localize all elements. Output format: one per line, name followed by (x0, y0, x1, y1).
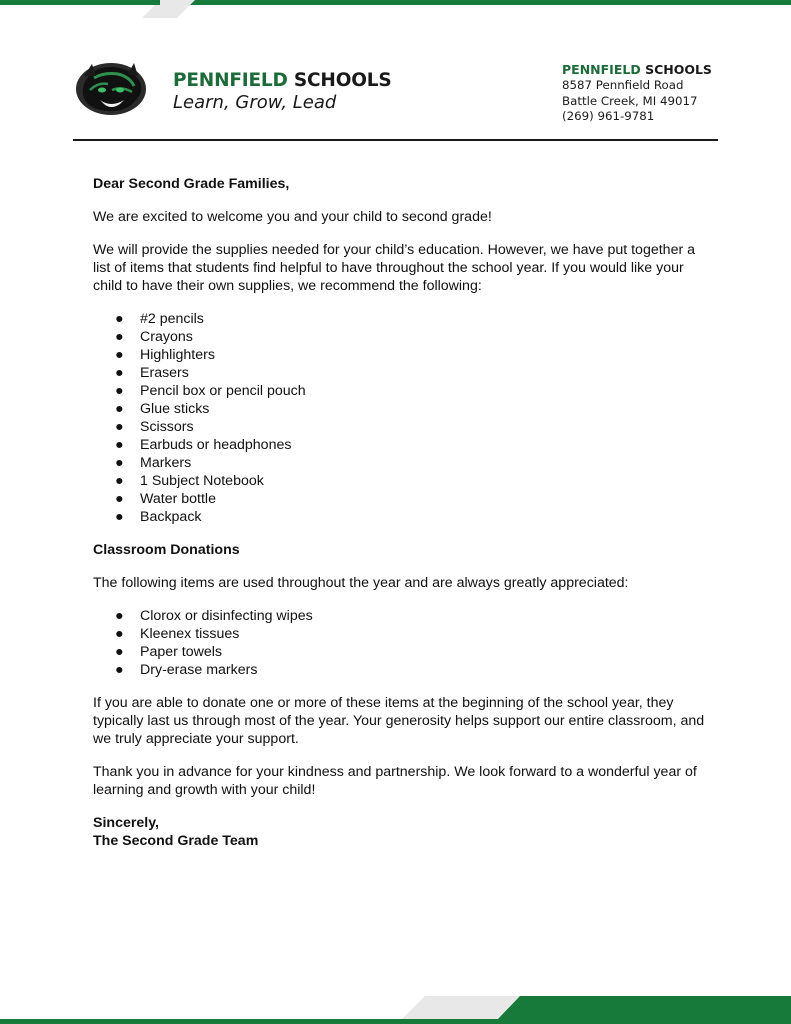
contact-block (562, 61, 712, 125)
list-item-label: 1 Subject Notebook (140, 473, 264, 489)
bullet: ● (115, 383, 124, 399)
donations-intro: The following items are used throughout the year and are always greatly appreciated: (93, 575, 629, 591)
list-item-label: Markers (140, 455, 192, 471)
bullet: ● (115, 347, 124, 363)
bullet: ● (115, 329, 124, 345)
list-item (93, 400, 713, 418)
donations-list (93, 607, 713, 679)
list-item-label: Glue sticks (140, 401, 210, 417)
bullet: ● (115, 608, 124, 624)
list-item-label: Crayons (140, 329, 193, 345)
list-item (93, 490, 713, 508)
address-line-2: Battle Creek, MI 49017 (562, 93, 698, 108)
bullet: ● (115, 437, 124, 453)
bullet: ● (115, 455, 124, 471)
list-item (93, 328, 713, 346)
signature: The Second Grade Team (93, 833, 259, 849)
list-item-label: Dry-erase markers (140, 662, 258, 678)
list-item (93, 472, 713, 490)
list-item-label: Kleenex tissues (140, 626, 240, 642)
bullet: ● (115, 401, 124, 417)
list-item-label: Backpack (140, 509, 202, 525)
list-item (93, 625, 713, 643)
list-item (93, 508, 713, 526)
school-name-green: PENNFIELD (173, 70, 288, 91)
list-item (93, 436, 713, 454)
school-brand (173, 70, 391, 114)
list-item-label: Pencil box or pencil pouch (140, 383, 306, 399)
list-item-label: Paper towels (140, 644, 223, 660)
list-item (93, 310, 713, 328)
list-item-label: Clorox or disinfecting wipes (140, 608, 313, 624)
list-item-label: Highlighters (140, 347, 215, 363)
bullet: ● (115, 626, 124, 642)
list-item (93, 418, 713, 436)
header-divider (73, 139, 718, 141)
list-item-label: Erasers (140, 365, 189, 381)
greeting: Dear Second Grade Families, (93, 176, 290, 192)
donations-heading: Classroom Donations (93, 542, 240, 558)
list-item-label: Earbuds or headphones (140, 437, 292, 453)
panther-logo-icon (74, 60, 148, 118)
bullet: ● (115, 644, 124, 660)
top-decorative-band (0, 0, 791, 18)
supplies-paragraph: We will provide the supplies needed for your child’s education. However, we have put together a list of items that students find helpful to have throughout the school year. If you would like your child to have their own supplies, we recommend the following: (93, 242, 696, 294)
bullet: ● (115, 473, 124, 489)
contact-name-green: PENNFIELD (562, 62, 641, 77)
intro-paragraph: We are excited to welcome you and your child to second grade! (93, 209, 492, 225)
list-item-label: Water bottle (140, 491, 216, 507)
contact-name-dark: SCHOOLS (645, 62, 712, 77)
school-tagline: Learn, Grow, Lead (173, 92, 337, 113)
address-line-1: 8587 Pennfield Road (562, 78, 684, 92)
bullet: ● (115, 311, 124, 327)
supplies-list (93, 310, 713, 526)
closing: Sincerely, (93, 815, 159, 831)
list-item (93, 346, 713, 364)
bullet: ● (115, 491, 124, 507)
list-item (93, 607, 713, 625)
list-item (93, 661, 713, 679)
list-item (93, 382, 713, 400)
list-item (93, 643, 713, 661)
contact-school-name (562, 61, 712, 78)
donate-paragraph: If you are able to donate one or more of these items at the beginning of the school year, they typically last us through most of the year. Your generosity helps support our entire classroom, and we truly appreciate your support. (93, 695, 705, 747)
list-item-label: #2 pencils (140, 311, 204, 327)
school-name (173, 70, 391, 92)
bullet: ● (115, 365, 124, 381)
phone-number: (269) 961-9781 (562, 109, 655, 123)
list-item-label: Scissors (140, 419, 194, 435)
school-name-dark: SCHOOLS (293, 70, 392, 91)
list-item (93, 454, 713, 472)
bullet: ● (115, 419, 124, 435)
list-item (93, 364, 713, 382)
bullet: ● (115, 509, 124, 525)
bullet: ● (115, 662, 124, 678)
bottom-decorative-band (0, 996, 791, 1024)
thanks-paragraph: Thank you in advance for your kindness and partnership. We look forward to a wonderful year of learning and growth with your child! (93, 764, 697, 798)
letter-body (93, 175, 713, 850)
